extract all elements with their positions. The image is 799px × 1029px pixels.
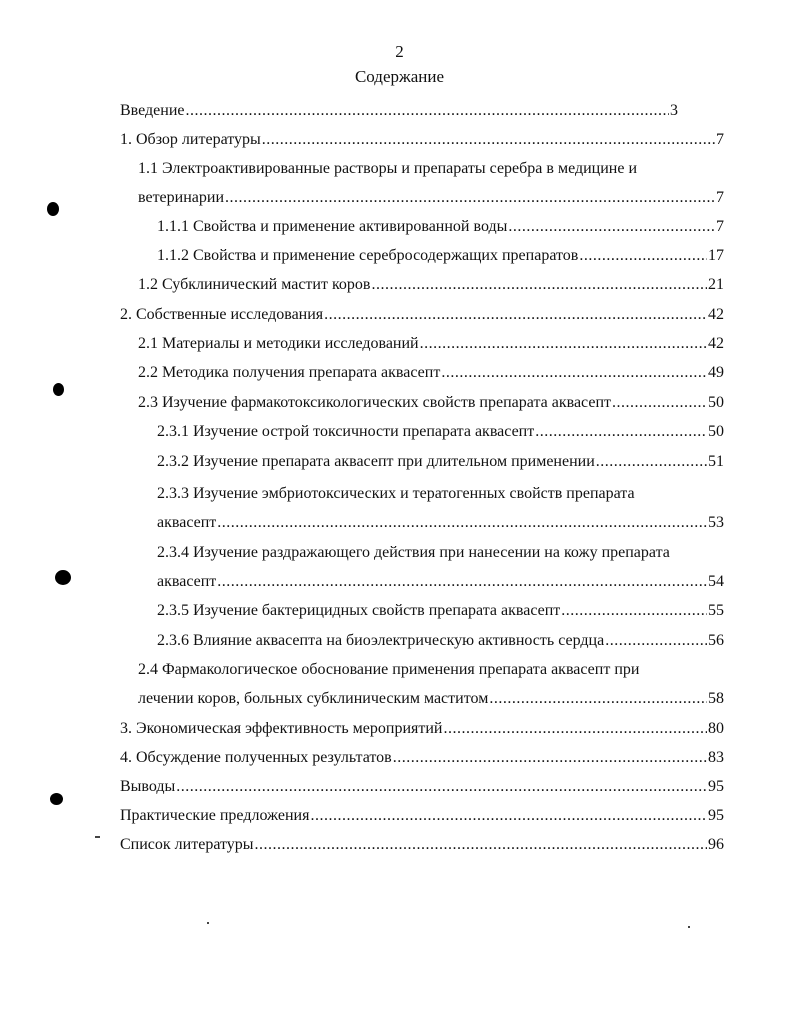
toc-entry[interactable]	[0, 772, 799, 801]
toc-entry-page: 42	[708, 335, 724, 352]
toc-entry-title: 2.2 Методика получения препарата аквасепт	[138, 364, 441, 381]
toc-entry-title-line: 1.1 Электроактивированные растворы и препараты серебра в медицине и	[138, 160, 638, 177]
scan-speck	[688, 926, 690, 928]
toc-entry-page: 58	[708, 690, 724, 707]
toc-title: Содержание	[354, 67, 445, 86]
leader-dots	[443, 714, 707, 743]
binder-hole-mark	[47, 202, 59, 216]
leader-dots	[579, 241, 707, 270]
toc-entry[interactable]	[0, 743, 799, 772]
toc-entry-page: 56	[708, 632, 724, 649]
toc-entry[interactable]	[0, 329, 799, 358]
toc-entry-title: Список литературы	[120, 836, 254, 853]
toc-entry-page: 55	[708, 602, 724, 619]
toc-entry[interactable]	[0, 801, 799, 830]
toc-entry-title-line: 2.3.3 Изучение эмбриотоксических и тератогенных свойств препарата	[157, 485, 635, 502]
toc-entry[interactable]	[0, 626, 799, 655]
leader-dots	[561, 596, 707, 625]
toc-entry-page: 95	[708, 778, 724, 795]
toc-entry[interactable]	[0, 388, 799, 417]
leader-dots	[605, 626, 707, 655]
toc-entry[interactable]	[0, 447, 799, 476]
toc-entry-title: 2.3.1 Изучение острой токсичности препарата аквасепт	[157, 423, 535, 440]
toc-entry-title: Практические предложения	[120, 807, 310, 824]
toc-entry-page: 80	[708, 720, 724, 737]
toc-entry-title: Выводы	[120, 778, 176, 795]
toc-entry-title: 1.1.1 Свойства и применение активированной воды	[157, 218, 508, 235]
leader-dots	[186, 96, 670, 125]
toc-entry-title-line: ветеринарии	[138, 189, 225, 206]
toc-entry-page: 96	[708, 836, 724, 853]
toc-entry[interactable]	[0, 125, 799, 154]
toc-entry-page: 50	[708, 394, 724, 411]
toc-entry-page: 7	[716, 189, 724, 206]
leader-dots	[225, 183, 715, 212]
leader-dots	[508, 212, 715, 241]
scan-speck	[207, 922, 209, 924]
toc-entry-page: 17	[708, 247, 724, 264]
toc-entry-title: 1. Обзор литературы	[120, 131, 261, 148]
toc-entry[interactable]	[0, 714, 799, 743]
toc-entry[interactable]	[0, 596, 799, 625]
toc-entry-title-line: аквасепт	[157, 514, 217, 531]
leader-dots	[324, 300, 707, 329]
leader-dots	[393, 743, 707, 772]
toc-entry[interactable]	[0, 154, 799, 212]
toc-entry-page: 51	[708, 453, 724, 470]
toc-entry[interactable]	[0, 830, 799, 859]
toc-entry[interactable]	[0, 358, 799, 387]
toc-entry-title-line: 2.4 Фармакологическое обоснование применения препарата аквасепт при	[138, 661, 640, 678]
toc-entry-page: 54	[708, 573, 724, 590]
binder-hole-mark	[55, 570, 71, 585]
toc-entry-page: 95	[708, 807, 724, 824]
toc-entry[interactable]	[0, 479, 799, 537]
toc-entry[interactable]	[0, 417, 799, 446]
binder-hole-mark	[53, 383, 64, 396]
toc-entry-title-line: аквасепт	[157, 573, 217, 590]
toc-entry-page: 42	[708, 306, 724, 323]
toc-entry-title: 2.1 Материалы и методики исследований	[138, 335, 419, 352]
toc-entry-title: 2.3.5 Изучение бактерицидных свойств препарата аквасепт	[157, 602, 561, 619]
toc-entry-title: 2.3 Изучение фармакотоксикологических свойств препарата аквасепт	[138, 394, 612, 411]
leader-dots	[535, 417, 707, 446]
leader-dots	[310, 801, 707, 830]
toc-entry-title: 1.1.2 Свойства и применение серебросодержащих препаратов	[157, 247, 579, 264]
binder-hole-mark	[50, 793, 63, 805]
toc-entry[interactable]	[0, 212, 799, 241]
leader-dots	[255, 830, 707, 859]
toc-entry-title: 3. Экономическая эффективность мероприятий	[120, 720, 443, 737]
leader-dots	[420, 329, 707, 358]
toc-entry-page: 50	[708, 423, 724, 440]
toc-entry-page: 53	[708, 514, 724, 531]
leader-dots	[371, 270, 707, 299]
leader-dots	[596, 447, 707, 476]
toc-entry-title: 2.3.6 Влияние аквасепта на биоэлектрическую активность сердца	[157, 632, 605, 649]
toc-entry-page: 7	[716, 218, 724, 235]
toc-entry[interactable]	[0, 96, 799, 125]
toc-entry-page: 7	[716, 131, 724, 148]
toc-entry-title-line: лечении коров, больных субклиническим маститом	[138, 690, 489, 707]
leader-dots	[176, 772, 707, 801]
leader-dots	[262, 125, 715, 154]
toc-entry-title: Введение	[120, 102, 185, 119]
toc-entry-title: 2. Собственные исследования	[120, 306, 324, 323]
toc-entry-page: 21	[708, 276, 724, 293]
leader-dots	[217, 508, 707, 537]
page-number: 2	[395, 42, 404, 61]
toc-entry-page: 49	[708, 364, 724, 381]
leader-dots	[612, 388, 707, 417]
toc-entry-title-line: 2.3.4 Изучение раздражающего действия при нанесении на кожу препарата	[157, 544, 670, 561]
leader-dots	[217, 567, 707, 596]
toc-entry-title: 2.3.2 Изучение препарата аквасепт при длительном применении	[157, 453, 595, 470]
scan-speck	[95, 836, 100, 838]
toc-entry[interactable]	[0, 241, 799, 270]
leader-dots	[441, 358, 707, 387]
toc-entry[interactable]	[0, 655, 799, 713]
toc-entry-page: 83	[708, 749, 724, 766]
toc-entry[interactable]	[0, 300, 799, 329]
toc-entry-title: 1.2 Субклинический мастит коров	[138, 276, 371, 293]
toc-entry[interactable]	[0, 538, 799, 596]
leader-dots	[489, 684, 707, 713]
toc-entry[interactable]	[0, 270, 799, 299]
toc-entry-page: 3	[670, 102, 678, 119]
toc-entry-title: 4. Обсуждение полученных результатов	[120, 749, 392, 766]
